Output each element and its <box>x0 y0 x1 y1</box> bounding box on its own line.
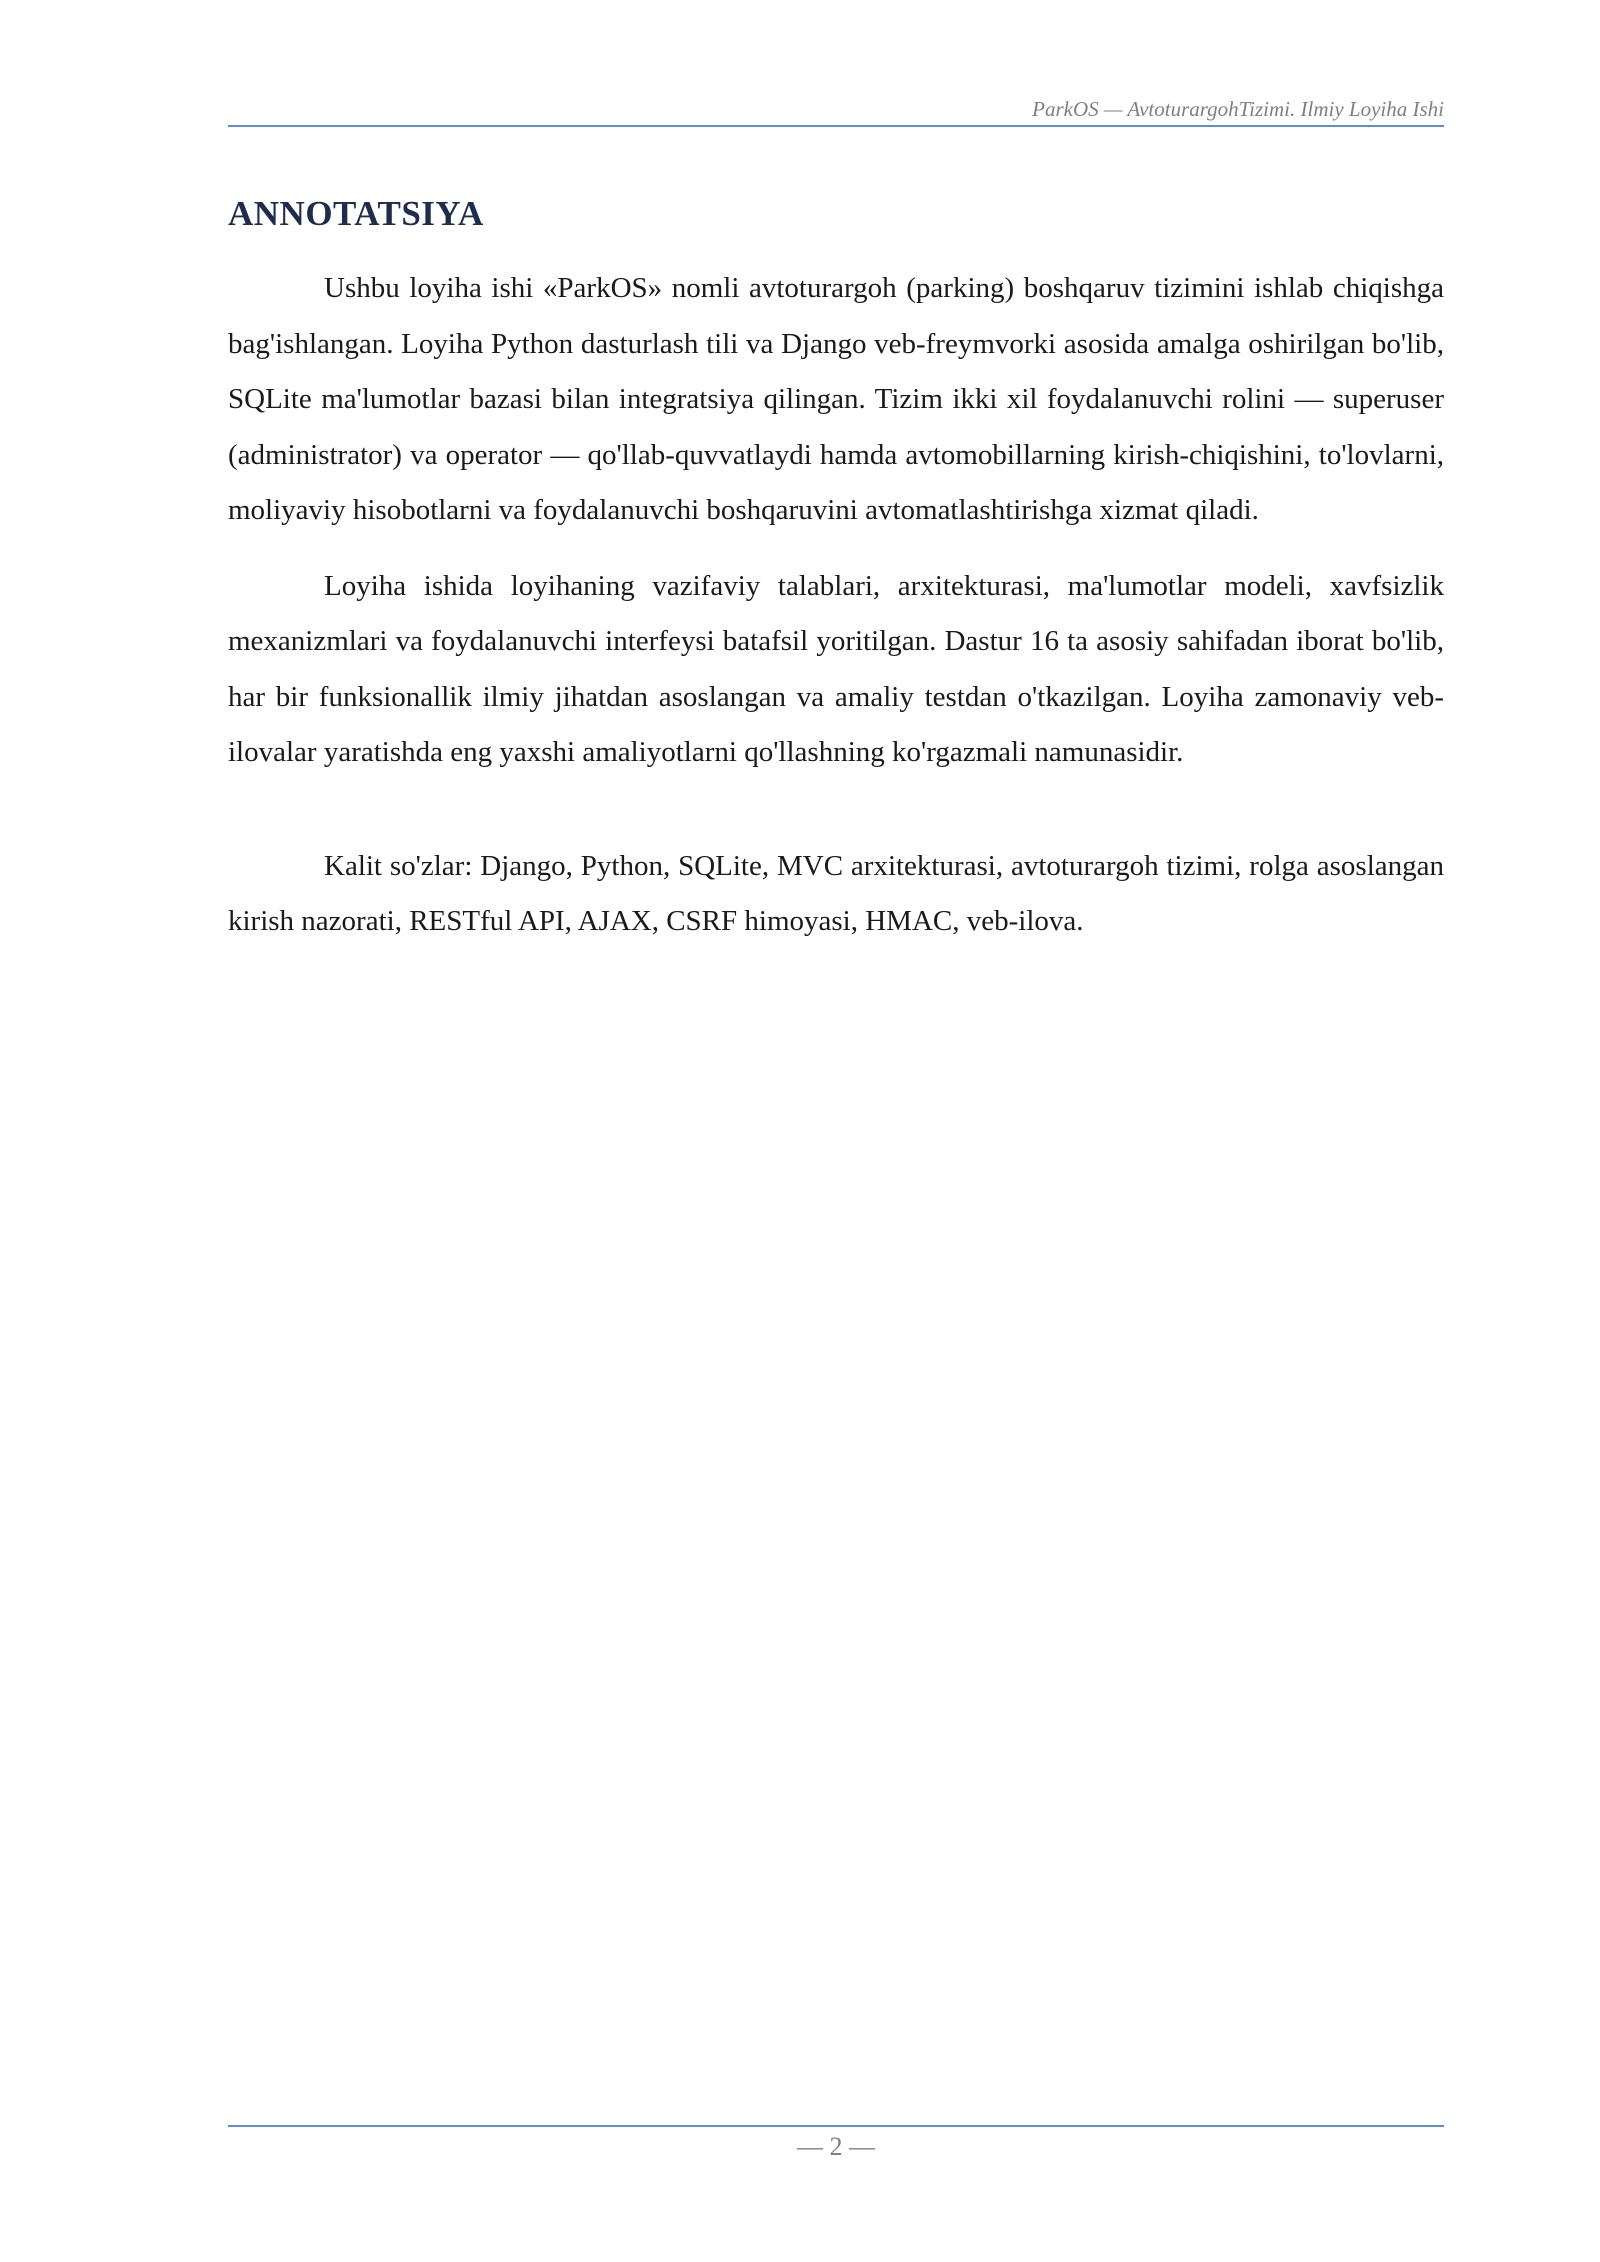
page-number: — 2 — <box>797 2132 875 2161</box>
annotation-body <box>228 261 1444 950</box>
footer-divider <box>228 2125 1444 2127</box>
keywords-paragraph: Kalit so'zlar: Django, Python, SQLite, MVC arxitekturasi, avtoturargoh tizimi, rolga asoslangan kirish nazorati, RESTful API, AJAX, CSRF himoyasi, HMAC, veb-ilova. <box>228 849 1444 937</box>
paragraph-1: Ushbu loyiha ishi «ParkOS» nomli avtoturargoh (parking) boshqaruv tizimini ishlab chiqishga bag'ishlangan. Loyiha Python dasturlash tili va Django veb-freymvorki asosida amalga oshirilgan bo'lib, SQLite ma'lumotlar bazasi bilan integratsiya qilingan. Tizim ikki xil foydalanuvchi rolini — superuser (administrator) va operator — qo'llab-quvvatlaydi hamda avtomobillarning kirish-chiqishini, to'lovlarni, moliyaviy hisobotlarni va foydalanuvchi boshqaruvini avtomatlashtirishga xizmat qiladi. <box>228 272 1444 526</box>
header-divider <box>228 125 1444 127</box>
running-header: ParkOS — AvtoturargohTizimi. Ilmiy Loyiha Ishi <box>1032 97 1444 121</box>
section-title: ANNOTATSIYA <box>228 194 484 233</box>
paragraph-2: Loyiha ishida loyihaning vazifaviy talablari, arxitekturasi, ma'lumotlar modeli, xavfsizlik mexanizmlari va foydalanuvchi interfeysi batafsil yoritilgan. Dastur 16 ta asosiy sahifadan iborat bo'lib, har bir funksionallik ilmiy jihatdan asoslangan va amaliy testdan o'tkazilgan. Loyiha zamonaviy veb-ilovalar yaratishda eng yaxshi amaliyotlarni qo'llashning ko'rgazmali namunasidir. <box>228 569 1444 768</box>
